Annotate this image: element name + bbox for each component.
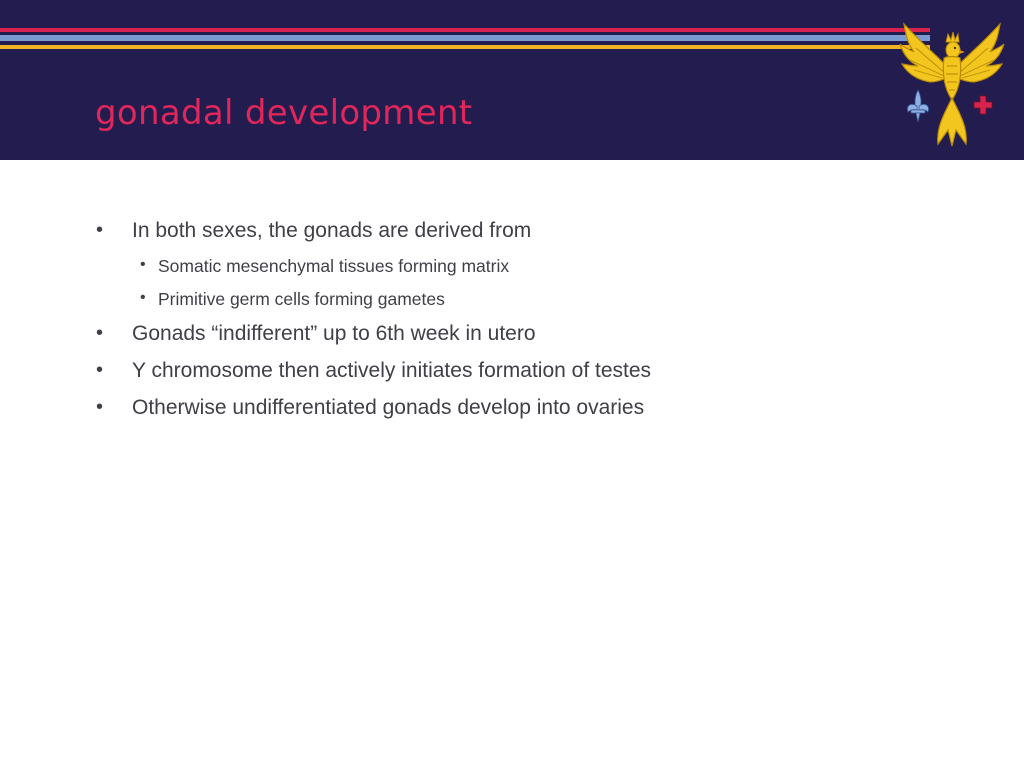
bullet-marker: • bbox=[96, 322, 104, 344]
bullet-text: In both sexes, the gonads are derived from bbox=[132, 219, 532, 242]
header-stripe-yellow bbox=[0, 45, 930, 49]
sub-bullet-text: Primitive germ cells forming gametes bbox=[158, 289, 445, 309]
eagle-crest-icon bbox=[896, 18, 1008, 150]
bullet-text: Otherwise undifferentiated gonads develop into ovaries bbox=[132, 396, 645, 419]
bullet-text: Y chromosome then actively initiates formation of testes bbox=[132, 359, 652, 382]
sub-bullet-item bbox=[0, 254, 1024, 278]
slide-header bbox=[0, 0, 1024, 160]
bullet-item bbox=[0, 355, 1024, 385]
header-stripe-red bbox=[0, 28, 930, 32]
bullet-item bbox=[0, 318, 1024, 348]
sub-bullet-item bbox=[0, 287, 1024, 311]
bullet-marker: • bbox=[96, 359, 104, 381]
sub-bullet-marker: • bbox=[140, 289, 146, 306]
bullet-marker: • bbox=[96, 219, 104, 241]
header-stripe-blue bbox=[0, 35, 930, 41]
sub-bullet-marker: • bbox=[140, 256, 146, 273]
bullet-marker: • bbox=[96, 396, 104, 418]
slide-title: gonadal development bbox=[95, 93, 473, 133]
bullet-item bbox=[0, 215, 1024, 245]
bullet-item bbox=[0, 392, 1024, 422]
sub-bullet-text: Somatic mesenchymal tissues forming matrix bbox=[158, 256, 510, 276]
bullet-text: Gonads “indifferent” up to 6th week in utero bbox=[132, 322, 536, 345]
